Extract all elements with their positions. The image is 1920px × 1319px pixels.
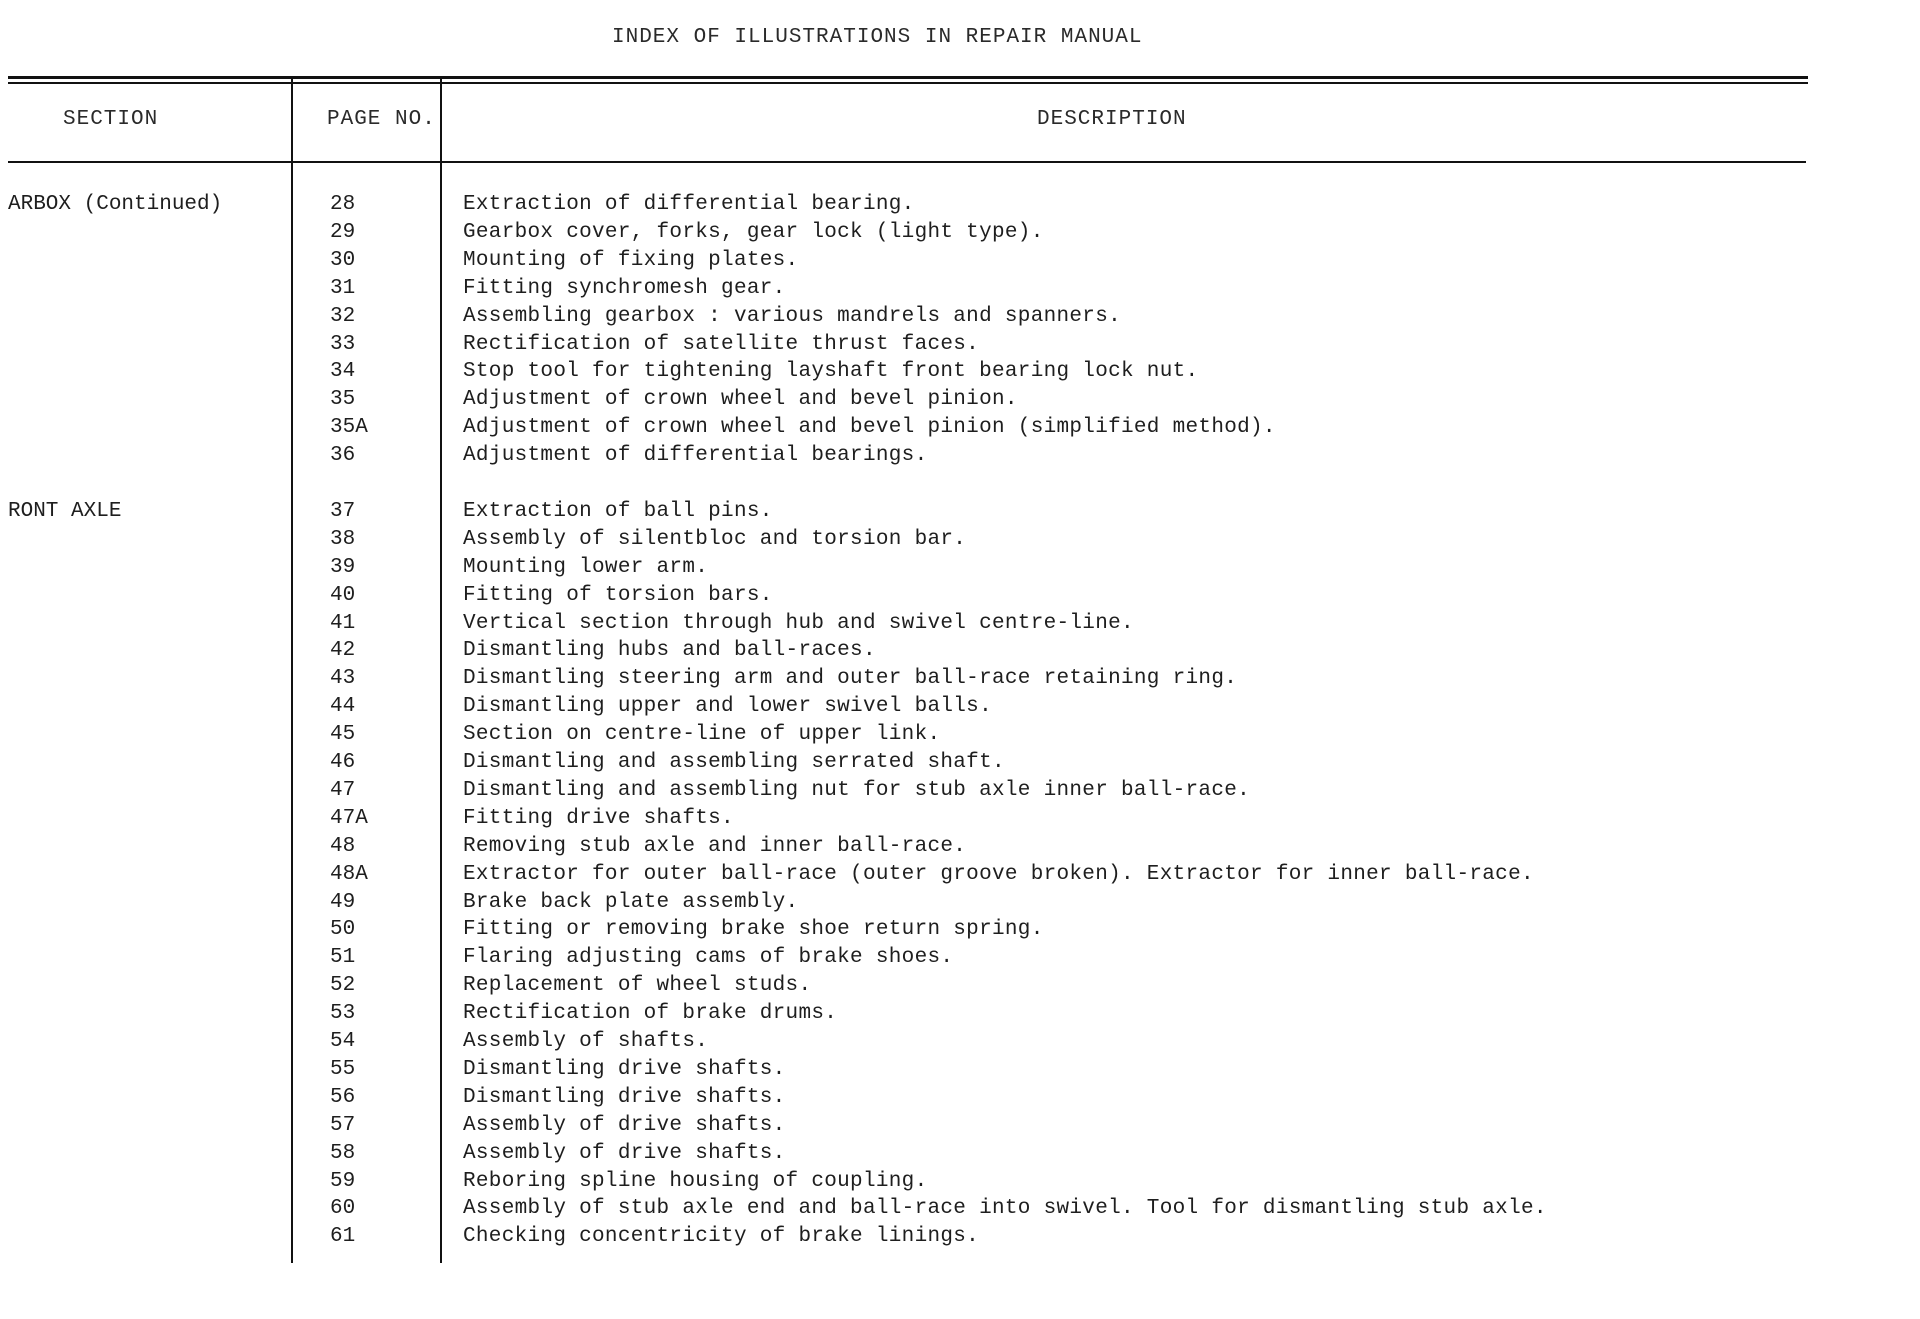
illustration-description: Assembly of drive shafts.	[463, 1141, 786, 1165]
table-row	[0, 612, 1920, 640]
section-label: ARBOX (Continued)	[8, 193, 223, 216]
page-number: 41	[330, 611, 356, 635]
table-row	[0, 639, 1920, 667]
page-number: 36	[330, 444, 356, 468]
table-row	[0, 249, 1920, 277]
illustration-description: Rectification of brake drums.	[463, 1002, 838, 1026]
table-row	[0, 891, 1920, 919]
page-number: 54	[330, 1030, 356, 1053]
table-row	[0, 667, 1920, 695]
illustration-description: Checking concentricity of brake linings.	[463, 1225, 980, 1249]
header-rule	[8, 161, 1806, 163]
illustration-description: Fitting of torsion bars.	[463, 583, 773, 607]
table-row	[0, 1114, 1920, 1142]
page-number: 59	[330, 1169, 356, 1193]
page-number: 61	[330, 1225, 356, 1249]
table-row	[0, 305, 1920, 333]
page-number: 53	[330, 1002, 356, 1026]
table-row	[0, 1002, 1920, 1030]
table-row	[0, 388, 1920, 416]
illustration-description: Dismantling drive shafts.	[463, 1057, 786, 1081]
illustration-description: Dismantling and assembling serrated shaft.	[463, 751, 1005, 774]
page-number: 44	[330, 695, 356, 719]
page-number: 31	[330, 276, 356, 300]
document-title: INDEX OF ILLUSTRATIONS IN REPAIR MANUAL	[612, 26, 1143, 49]
table-row	[0, 193, 1920, 221]
page-number: 40	[330, 583, 356, 607]
section-label: RONT AXLE	[8, 499, 122, 523]
page-number: 48A	[330, 862, 368, 886]
table-row	[0, 500, 1920, 528]
illustration-description: Replacement of wheel studs.	[463, 974, 812, 998]
table-row	[0, 835, 1920, 863]
illustration-description: Dismantling drive shafts.	[463, 1085, 786, 1109]
page-number: 48	[330, 834, 356, 858]
page-number: 60	[330, 1197, 356, 1221]
page-number: 30	[330, 248, 356, 272]
illustration-description: Fitting or removing brake shoe return spring.	[463, 918, 1044, 942]
page-number: 35	[330, 388, 356, 412]
table-row	[0, 277, 1920, 305]
page-number: 49	[330, 890, 356, 914]
page-number: 35A	[330, 416, 368, 440]
page-number: 58	[330, 1141, 356, 1165]
table-row	[0, 1142, 1920, 1170]
illustration-description: Dismantling steering arm and outer ball-race retaining ring.	[463, 667, 1238, 691]
illustration-description: Removing stub axle and inner ball-race.	[463, 834, 967, 858]
table-row	[0, 1170, 1920, 1198]
page-number: 56	[330, 1085, 356, 1109]
table-row	[0, 779, 1920, 807]
table-row	[0, 807, 1920, 835]
table-row	[0, 751, 1920, 779]
column-header-section: SECTION	[63, 108, 159, 131]
page-number: 28	[330, 193, 356, 216]
page-number: 33	[330, 332, 356, 356]
illustration-description: Adjustment of differential bearings.	[463, 444, 928, 468]
page-number: 39	[330, 555, 356, 579]
page-number: 46	[330, 751, 356, 774]
illustration-description: Adjustment of crown wheel and bevel pinion.	[463, 388, 1018, 412]
page-number: 37	[330, 499, 356, 523]
page-number: 29	[330, 220, 356, 244]
illustration-description: Extraction of differential bearing.	[463, 193, 915, 216]
illustration-description: Assembly of drive shafts.	[463, 1113, 786, 1137]
illustration-description: Flaring adjusting cams of brake shoes.	[463, 946, 954, 970]
illustration-description: Assembly of silentbloc and torsion bar.	[463, 527, 967, 551]
page-number: 42	[330, 639, 356, 663]
table-row	[0, 556, 1920, 584]
illustration-description: Gearbox cover, forks, gear lock (light type).	[463, 220, 1044, 244]
table-row	[0, 221, 1920, 249]
page-number: 52	[330, 974, 356, 998]
table-row	[0, 695, 1920, 723]
table-row	[0, 1197, 1920, 1225]
page-number: 32	[330, 304, 356, 328]
illustration-description: Mounting lower arm.	[463, 555, 709, 579]
column-header-description: DESCRIPTION	[1037, 108, 1187, 131]
table-row	[0, 918, 1920, 946]
table-row	[0, 360, 1920, 388]
illustration-description: Dismantling upper and lower swivel balls.	[463, 695, 992, 719]
illustration-description: Dismantling hubs and ball-races.	[463, 639, 876, 663]
table-row	[0, 444, 1920, 472]
illustration-description: Adjustment of crown wheel and bevel pinion (simplified method).	[463, 416, 1276, 440]
table-row	[0, 1086, 1920, 1114]
illustration-description: Vertical section through hub and swivel centre-line.	[463, 611, 1134, 635]
table-row	[0, 946, 1920, 974]
page-number: 34	[330, 360, 356, 384]
top-rule	[8, 76, 1808, 79]
illustration-description: Rectification of satellite thrust faces.	[463, 332, 980, 356]
table-row	[0, 974, 1920, 1002]
page-number: 45	[330, 723, 356, 747]
page-number: 43	[330, 667, 356, 691]
illustration-description: Fitting synchromesh gear.	[463, 276, 786, 300]
column-header-page-no: PAGE NO.	[327, 108, 436, 131]
illustration-description: Assembling gearbox : various mandrels and spanners.	[463, 304, 1122, 328]
illustration-description: Fitting drive shafts.	[463, 806, 734, 830]
illustration-description: Reboring spline housing of coupling.	[463, 1169, 928, 1193]
illustration-description: Stop tool for tightening layshaft front bearing lock nut.	[463, 360, 1199, 384]
table-row	[0, 1030, 1920, 1058]
illustration-description: Extraction of ball pins.	[463, 499, 773, 523]
page-number: 51	[330, 946, 356, 970]
table-row	[0, 416, 1920, 444]
table-row	[0, 1225, 1920, 1253]
page-number: 47	[330, 778, 356, 802]
illustration-description: Section on centre-line of upper link.	[463, 723, 941, 747]
top-rule-double	[8, 82, 1808, 84]
illustration-description: Assembly of stub axle end and ball-race into swivel. Tool for dismantling stub axle.	[463, 1197, 1547, 1221]
illustration-description: Extractor for outer ball-race (outer groove broken). Extractor for inner ball-race.	[463, 862, 1534, 886]
page-number: 47A	[330, 806, 368, 830]
illustration-description: Dismantling and assembling nut for stub axle inner ball-race.	[463, 778, 1251, 802]
table-row	[0, 863, 1920, 891]
page-number: 50	[330, 918, 356, 942]
table-row	[0, 584, 1920, 612]
table-row	[0, 528, 1920, 556]
table-row	[0, 333, 1920, 361]
page-number: 55	[330, 1057, 356, 1081]
page-number: 57	[330, 1113, 356, 1137]
illustration-description: Mounting of fixing plates.	[463, 248, 799, 272]
illustration-description: Assembly of shafts.	[463, 1030, 709, 1053]
table-row	[0, 723, 1920, 751]
page-number: 38	[330, 527, 356, 551]
table-row	[0, 1058, 1920, 1086]
illustration-description: Brake back plate assembly.	[463, 890, 799, 914]
